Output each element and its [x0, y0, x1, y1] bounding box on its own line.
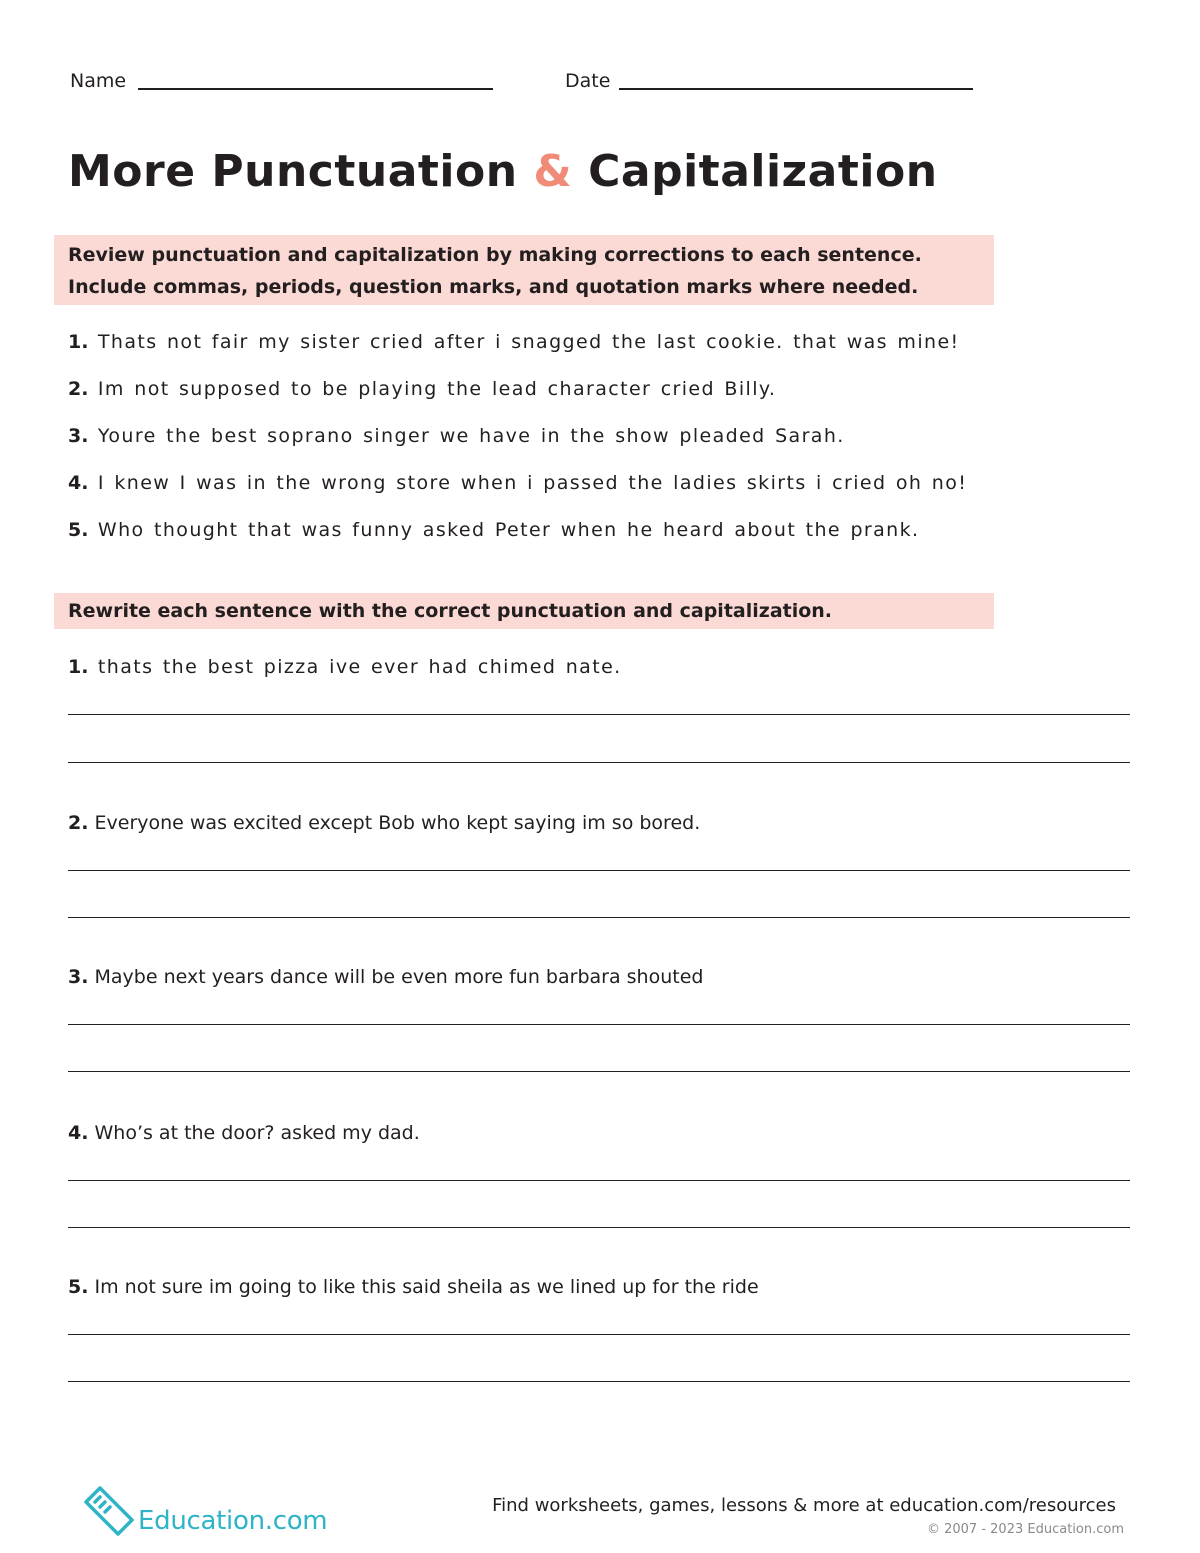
brand-name: Education.com: [138, 1506, 328, 1536]
correction-item-1: [68, 331, 960, 353]
answer-line[interactable]: [68, 1381, 1130, 1382]
title-part-2: Capitalization: [588, 146, 938, 197]
answer-line[interactable]: [68, 1180, 1130, 1181]
item-number: 1.: [68, 331, 89, 353]
item-text: Who thought that was funny asked Peter when he heard about the prank.: [97, 519, 920, 541]
name-label: Name: [70, 70, 127, 92]
item-text: Maybe next years dance will be even more fun barbara shouted: [94, 966, 704, 988]
footer-resources-text: Find worksheets, games, lessons & more at education.com/resources: [492, 1495, 1116, 1516]
correction-item-5: [68, 519, 919, 541]
item-text: I knew I was in the wrong store when i passed the ladies skirts i cried oh no!: [97, 472, 968, 494]
answer-line[interactable]: [68, 1227, 1130, 1228]
answer-line[interactable]: [68, 917, 1130, 918]
answer-line[interactable]: [68, 762, 1130, 763]
item-text: Thats not fair my sister cried after i snagged the last cookie. that was mine!: [97, 331, 960, 353]
item-number: 3.: [68, 425, 89, 447]
correction-item-2: [68, 378, 776, 400]
answer-line[interactable]: [68, 1024, 1130, 1025]
item-number: 4.: [68, 472, 89, 494]
item-text: Im not sure im going to like this said sheila as we lined up for the ride: [94, 1276, 759, 1298]
answer-line[interactable]: [68, 1334, 1130, 1335]
item-number: 5.: [68, 519, 89, 541]
section-2-instructions: [54, 593, 994, 629]
item-number: 2.: [68, 812, 89, 834]
instruction-line-1: Review punctuation and capitalization by making corrections to each sentence.: [68, 244, 922, 266]
item-text: Youre the best soprano singer we have in the show pleaded Sarah.: [97, 425, 845, 447]
item-text: Im not supposed to be playing the lead character cried Billy.: [97, 378, 777, 400]
footer-copyright: © 2007 - 2023 Education.com: [926, 1522, 1124, 1537]
item-number: 1.: [68, 656, 89, 678]
title-part-1: More Punctuation: [68, 146, 518, 197]
date-label: Date: [565, 70, 611, 92]
correction-item-4: [68, 472, 967, 494]
instruction-line-2: Include commas, periods, question marks, and quotation marks where needed.: [68, 276, 919, 298]
rewrite-item-5: [68, 1276, 759, 1298]
rewrite-item-1: [68, 656, 622, 678]
item-number: 2.: [68, 378, 89, 400]
item-text: thats the best pizza ive ever had chimed nate.: [97, 656, 622, 678]
instruction-line: Rewrite each sentence with the correct punctuation and capitalization.: [68, 600, 833, 622]
answer-line[interactable]: [68, 870, 1130, 871]
page-title: [68, 146, 938, 197]
item-text: Everyone was excited except Bob who kept saying im so bored.: [94, 812, 701, 834]
rewrite-item-3: [68, 966, 703, 988]
rewrite-item-2: [68, 812, 700, 834]
answer-line[interactable]: [68, 1071, 1130, 1072]
item-number: 4.: [68, 1122, 89, 1144]
title-ampersand: &: [533, 146, 573, 197]
item-text: Who’s at the door? asked my dad.: [94, 1122, 420, 1144]
correction-item-3: [68, 425, 845, 447]
date-field-line[interactable]: [619, 88, 973, 90]
rewrite-item-4: [68, 1122, 420, 1144]
section-1-instructions: [54, 235, 994, 305]
item-number: 5.: [68, 1276, 89, 1298]
item-number: 3.: [68, 966, 89, 988]
education-logo-icon: [82, 1484, 136, 1538]
answer-line[interactable]: [68, 714, 1130, 715]
name-field-line[interactable]: [138, 88, 493, 90]
